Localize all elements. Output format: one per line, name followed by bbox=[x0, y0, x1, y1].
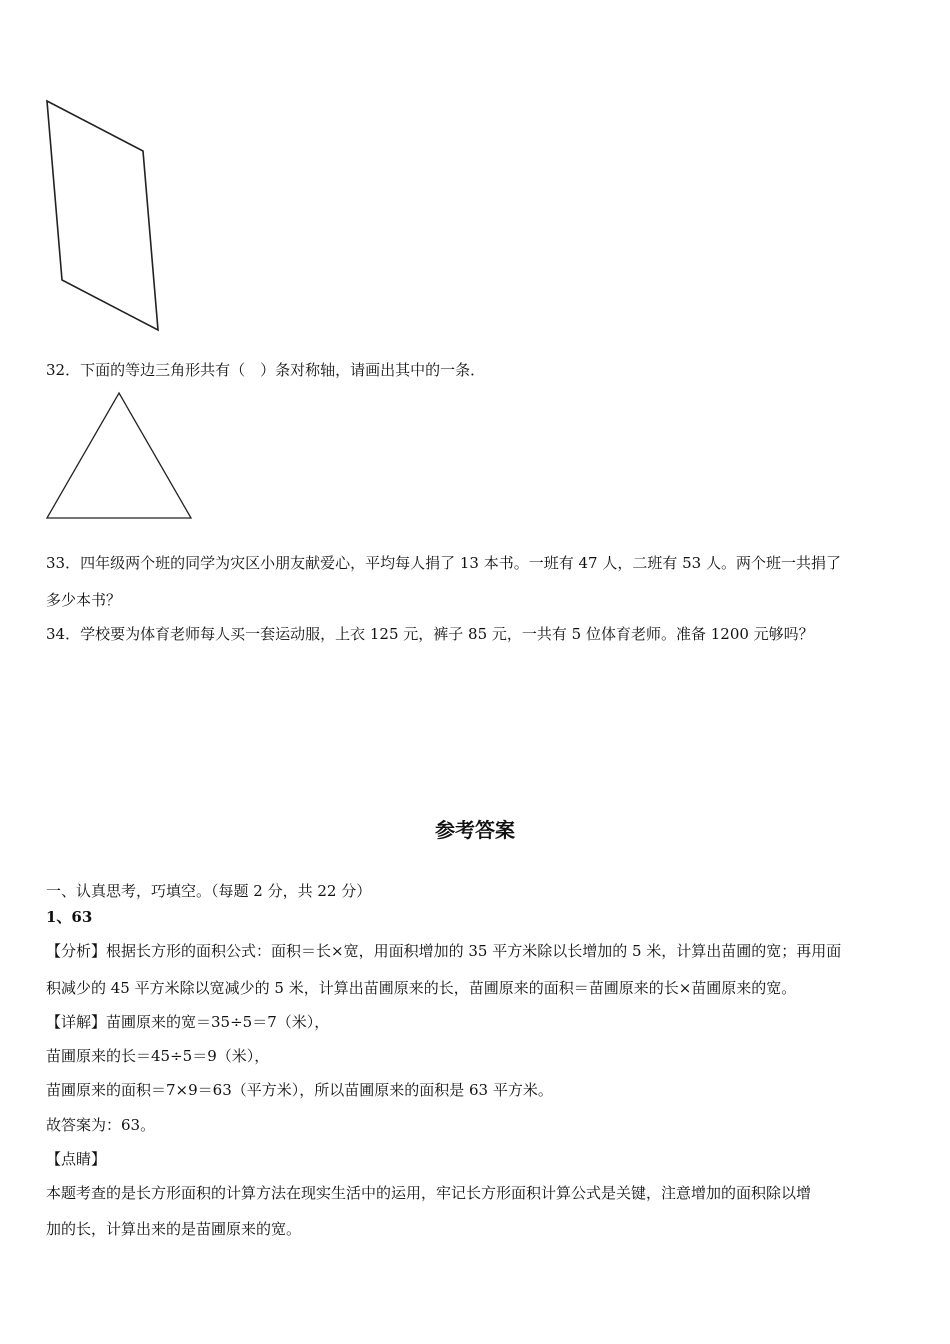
analysis-line2: 积减少的 45 平方米除以宽减少的 5 米，计算出苗圃原来的长，苗圃原来的面积＝苗圃原来的长×苗圃原来的宽。 bbox=[46, 979, 797, 997]
detail-line3: 苗圃原来的面积＝7×9＝63（平方米），所以苗圃原来的面积是 63 平方米。 bbox=[46, 1081, 553, 1099]
question-33-line2: 多少本书？ bbox=[46, 591, 122, 609]
parallelogram-figure bbox=[47, 101, 158, 330]
answer-item-number: 1、63 bbox=[46, 908, 93, 926]
question-33-line1: 33．四年级两个班的同学为灾区小朋友献爱心，平均每人捐了 13 本书。一班有 47 人，二班有 53 人。两个班一共捐了 bbox=[46, 554, 841, 572]
equilateral-triangle-figure bbox=[47, 393, 191, 518]
conclusion: 故答案为：63。 bbox=[46, 1116, 156, 1134]
question-32: 32．下面的等边三角形共有（ ）条对称轴，请画出其中的一条． bbox=[46, 361, 486, 379]
comment-line2: 加的长，计算出来的是苗圃原来的宽。 bbox=[46, 1220, 302, 1238]
comment-line1: 本题考查的是长方形面积的计算方法在现实生活中的运用，牢记长方形面积计算公式是关键，注意增加的面积除以增 bbox=[46, 1184, 812, 1202]
detail-line2: 苗圃原来的长＝45÷5＝9（米）， bbox=[46, 1047, 270, 1065]
analysis-line1: 【分析】根据长方形的面积公式：面积＝长×宽，用面积增加的 35 平方米除以长增加的 5 米，计算出苗圃的宽；再用面 bbox=[46, 942, 842, 960]
comment-label: 【点睛】 bbox=[46, 1150, 107, 1168]
answers-title: 参考答案 bbox=[435, 818, 515, 842]
detail-line1: 【详解】苗圃原来的宽＝35÷5＝7（米）， bbox=[46, 1013, 330, 1031]
question-34: 34．学校要为体育老师每人买一套运动服，上衣 125 元，裤子 85 元，一共有 5 位体育老师。准备 1200 元够吗？ bbox=[46, 625, 814, 643]
answers-section-heading: 一、认真思考，巧填空。（每题 2 分，共 22 分） bbox=[46, 882, 372, 900]
